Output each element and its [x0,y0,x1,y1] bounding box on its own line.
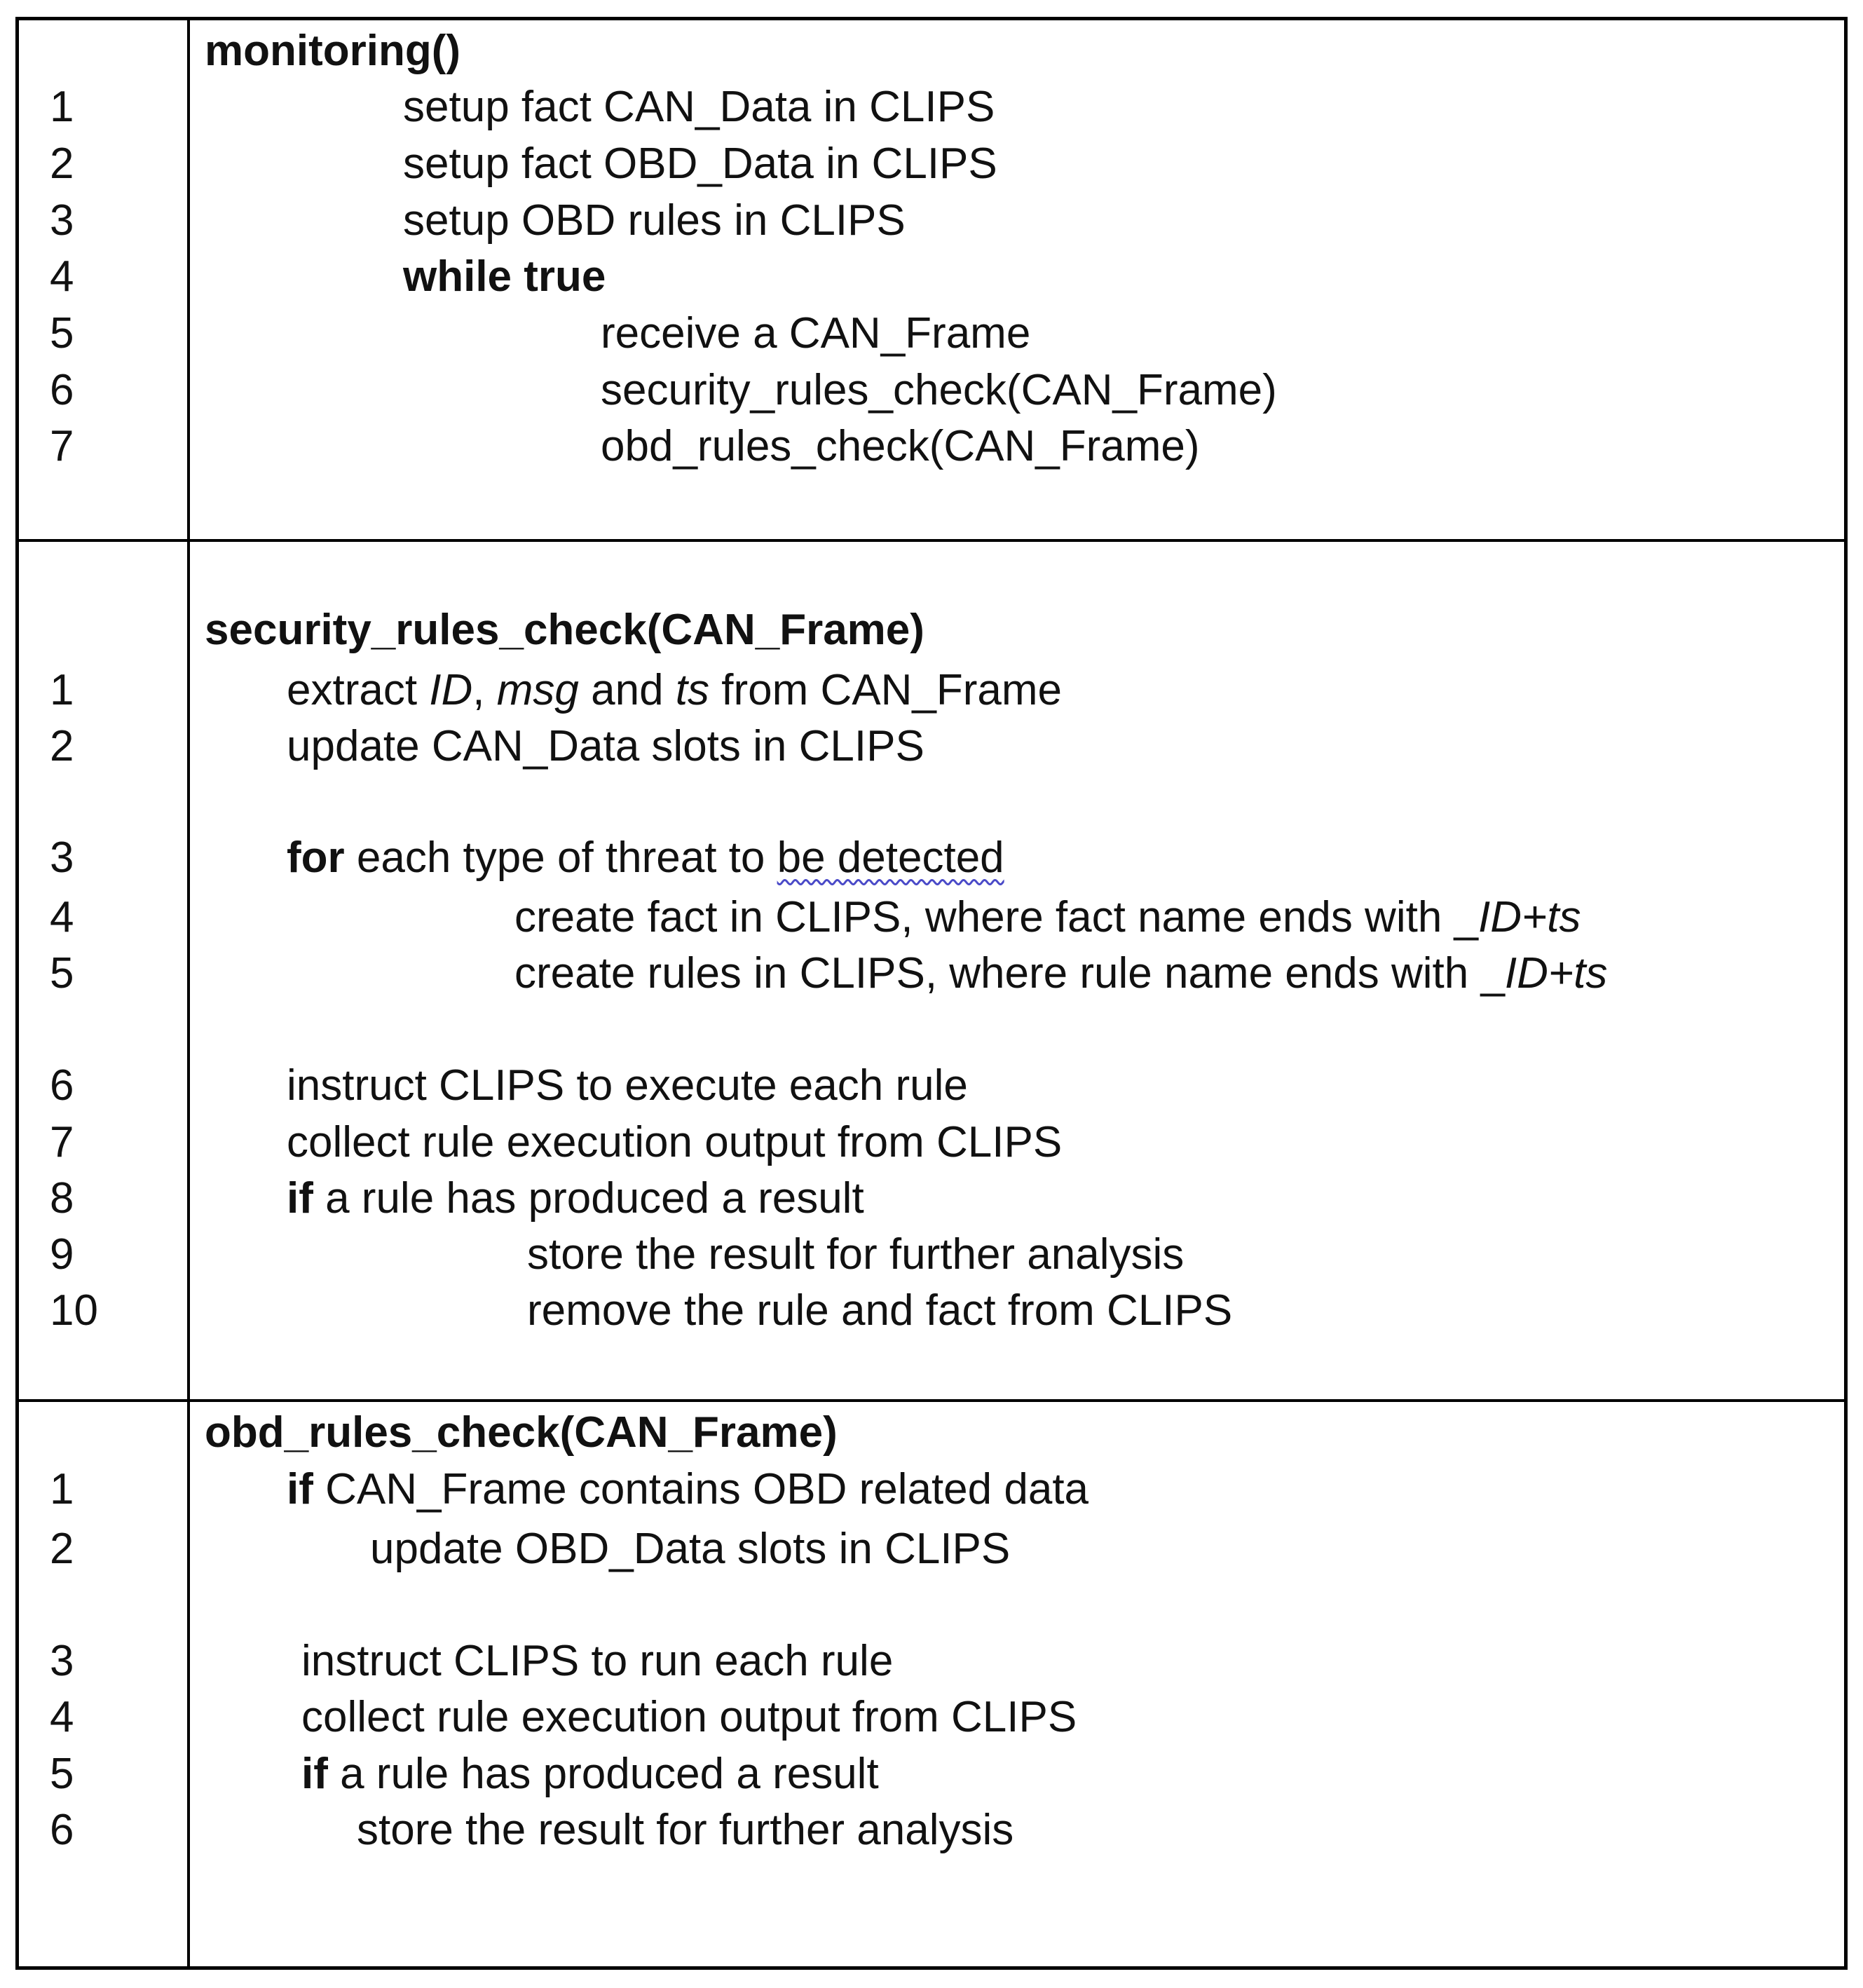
line-number: 2 [50,1525,74,1573]
text-part: , [472,666,497,714]
code-line: setup OBD rules in CLIPS [403,196,906,245]
line-number: 3 [50,1637,74,1685]
code-line [287,1462,1089,1518]
code-line [514,946,1607,1002]
code-line: while true [403,252,606,301]
line-number: 10 [50,1286,98,1335]
code-line [514,890,1581,946]
code-line: receive a CAN_Frame [601,309,1031,358]
line-number: 3 [50,833,74,882]
variable-id-ts: ID+ts [1478,893,1581,941]
line-number: 9 [50,1230,74,1279]
text-part: create rules in CLIPS, where rule name ends with _ [514,949,1505,998]
code-line: store the result for further analysis [527,1230,1185,1279]
code-line: instruct CLIPS to execute each rule [287,1061,968,1110]
text-part: CAN_Frame contains OBD related data [313,1465,1089,1513]
code-line: update OBD_Data slots in CLIPS [370,1525,1011,1573]
line-number: 6 [50,1061,74,1110]
line-number: 3 [50,196,74,245]
line-number: 5 [50,309,74,358]
code-line [287,1171,864,1227]
line-number: 6 [50,1806,74,1854]
code-line [287,662,1062,719]
code-line [301,1746,879,1802]
code-line: collect rule execution output from CLIPS [287,1118,1063,1166]
line-number: 4 [50,1693,74,1741]
code-line: obd_rules_check(CAN_Frame) [601,422,1200,470]
code-line [287,830,1004,886]
variable-id: ID [429,666,473,714]
code-line: security_rules_check(CAN_Frame) [601,366,1277,414]
column-divider [187,20,190,1966]
section-divider [19,539,1844,542]
text-part: and [578,666,676,714]
section-title: monitoring() [205,27,461,75]
line-number: 6 [50,366,74,414]
line-number: 5 [50,1750,74,1798]
keyword: for [287,833,345,882]
grammar-underline: be detected [777,833,1004,882]
code-line: collect rule execution output from CLIPS [301,1693,1077,1741]
text-part: a rule has produced a result [327,1750,879,1798]
line-number: 1 [50,83,74,131]
keyword: if [287,1174,313,1223]
line-number: 1 [50,1465,74,1513]
keyword: if [287,1465,313,1513]
text-part: a rule has produced a result [313,1174,864,1223]
line-number: 7 [50,422,74,470]
code-line: setup fact CAN_Data in CLIPS [403,83,995,131]
section-title: security_rules_check(CAN_Frame) [205,606,924,654]
line-number: 4 [50,252,74,301]
line-number: 2 [50,139,74,188]
line-number: 5 [50,949,74,998]
text-part: extract [287,666,430,714]
keyword: if [301,1750,328,1798]
text-part: from CAN_Frame [709,666,1062,714]
line-number: 1 [50,666,74,714]
code-line: update CAN_Data slots in CLIPS [287,722,924,770]
code-line: setup fact OBD_Data in CLIPS [403,139,997,188]
code-line: store the result for further analysis [357,1806,1014,1854]
section-divider [19,1399,1844,1402]
line-number: 4 [50,893,74,941]
variable-id-ts: ID+ts [1504,949,1608,998]
section-title: obd_rules_check(CAN_Frame) [205,1408,838,1457]
variable-ts: ts [675,666,710,714]
text-part: create fact in CLIPS, where fact name ends with _ [514,893,1479,941]
line-number: 7 [50,1118,74,1166]
variable-msg: msg [496,666,579,714]
line-number: 8 [50,1174,74,1223]
line-number: 2 [50,722,74,770]
text-part: each type of threat to [344,833,777,882]
algorithm-table [15,17,1848,1970]
code-line: remove the rule and fact from CLIPS [527,1286,1233,1335]
code-line: instruct CLIPS to run each rule [301,1637,894,1685]
